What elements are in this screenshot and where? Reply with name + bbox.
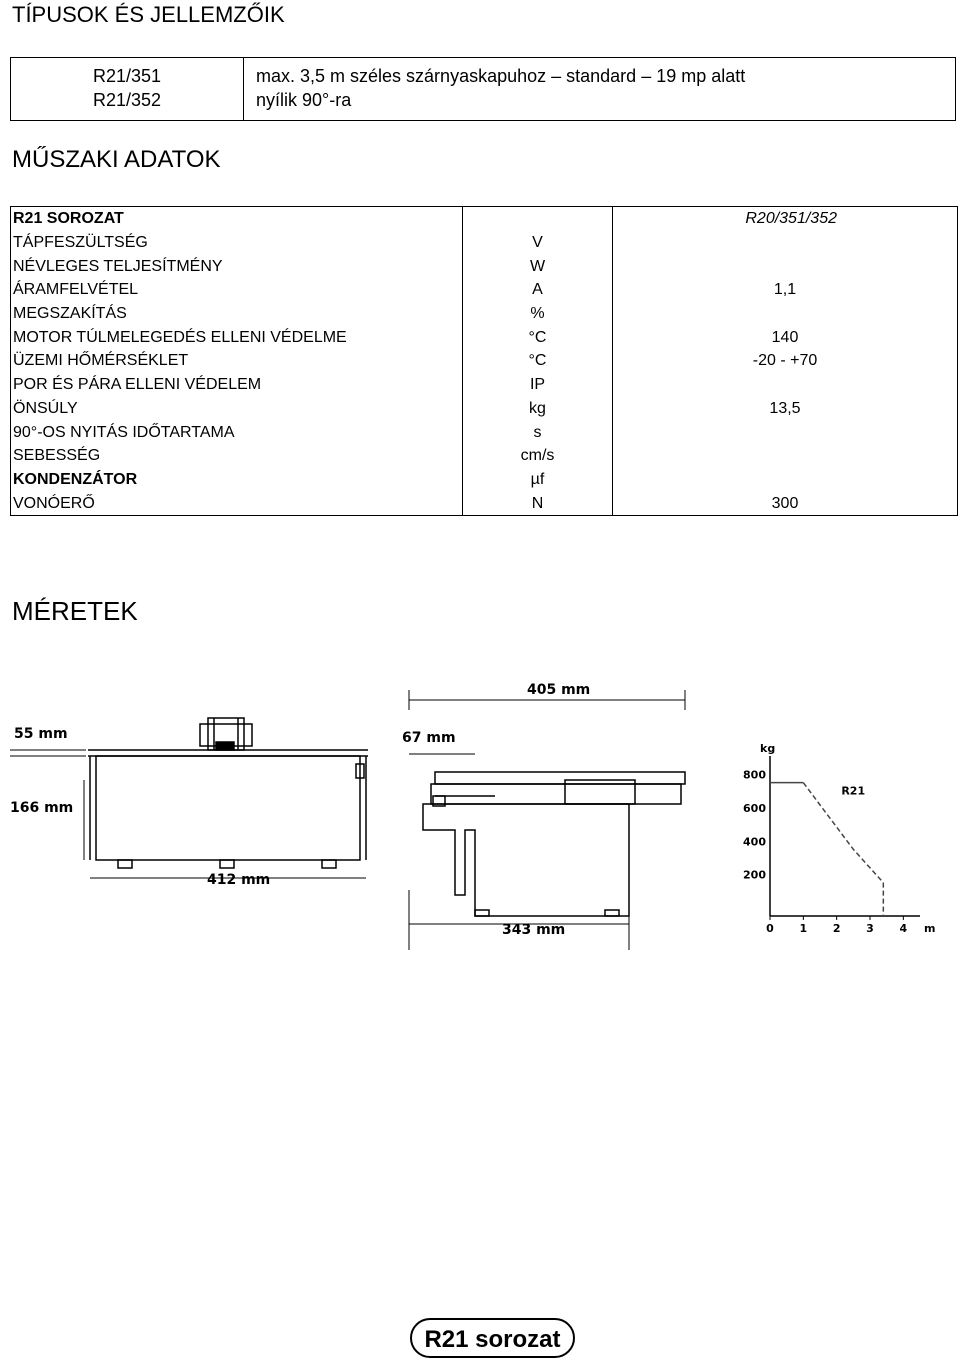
x-tick-label: 0 bbox=[766, 922, 774, 935]
spec-value bbox=[613, 373, 958, 397]
dimensions-title: MÉRETEK bbox=[12, 596, 138, 626]
page-title: TÍPUSOK ÉS JELLEMZŐIK bbox=[12, 2, 285, 27]
tech-data-title: MŰSZAKI ADATOK bbox=[12, 146, 221, 173]
x-tick-label: 4 bbox=[899, 922, 908, 935]
x-tick-label: 3 bbox=[866, 922, 874, 935]
spec-row bbox=[11, 420, 958, 444]
dim-166-label: 166 mm bbox=[10, 800, 74, 816]
spec-table bbox=[10, 206, 958, 516]
series-label-r21: R21 bbox=[841, 784, 866, 798]
spec-row bbox=[11, 491, 958, 515]
model-r21-351: R21/351 bbox=[92, 66, 162, 86]
spec-unit: W bbox=[463, 254, 613, 278]
spec-value bbox=[613, 254, 958, 278]
spec-value bbox=[613, 420, 958, 444]
weight-length-chart bbox=[740, 740, 940, 940]
spec-header-row bbox=[11, 207, 958, 231]
x-axis-label: m bbox=[924, 922, 936, 935]
spec-value bbox=[613, 444, 958, 468]
spec-value: 13,5 bbox=[613, 397, 958, 421]
spec-label: VONÓERŐ bbox=[11, 491, 463, 515]
spec-unit: V bbox=[463, 231, 613, 255]
spec-header-label: R21 SOROZAT bbox=[11, 207, 463, 231]
dim-405-label: 405 mm bbox=[527, 682, 591, 698]
y-tick-label: 800 bbox=[743, 768, 766, 782]
spec-row bbox=[11, 254, 958, 278]
dim-412-label: 412 mm bbox=[207, 872, 271, 888]
y-tick-label: 200 bbox=[743, 868, 766, 882]
spec-value: 1,1 bbox=[613, 278, 958, 302]
spec-row bbox=[11, 373, 958, 397]
spec-label: ÜZEMI HŐMÉRSÉKLET bbox=[11, 349, 463, 373]
spec-label: NÉVLEGES TELJESÍTMÉNY bbox=[11, 254, 463, 278]
x-tick-label: 1 bbox=[799, 922, 808, 935]
spec-value bbox=[613, 302, 958, 326]
model-list bbox=[11, 58, 244, 120]
spec-header-value: R20/351/352 bbox=[613, 207, 958, 231]
spec-label: SEBESSÉG bbox=[11, 444, 463, 468]
side-view-drawing bbox=[395, 680, 695, 950]
spec-header-unit bbox=[463, 207, 613, 231]
model-r21-352: R21/352 bbox=[92, 90, 162, 110]
spec-unit: µf bbox=[463, 468, 613, 492]
model-description bbox=[256, 64, 945, 112]
spec-label: ÁRAMFELVÉTEL bbox=[11, 278, 463, 302]
dim-67-label: 67 mm bbox=[402, 730, 456, 746]
spec-row bbox=[11, 468, 958, 492]
description-line-2: nyílik 90°-ra bbox=[256, 90, 352, 110]
spec-value: 140 bbox=[613, 325, 958, 349]
y-axis-label: kg bbox=[760, 742, 776, 755]
spec-label: ÖNSÚLY bbox=[11, 397, 463, 421]
spec-unit: A bbox=[463, 278, 613, 302]
spec-value bbox=[613, 468, 958, 492]
spec-unit: IP bbox=[463, 373, 613, 397]
spec-unit: °C bbox=[463, 325, 613, 349]
spec-unit: s bbox=[463, 420, 613, 444]
spec-row bbox=[11, 278, 958, 302]
spec-label: MEGSZAKÍTÁS bbox=[11, 302, 463, 326]
spec-label: POR ÉS PÁRA ELLENI VÉDELEM bbox=[11, 373, 463, 397]
x-tick-label: 2 bbox=[832, 922, 841, 935]
spec-label: MOTOR TÚLMELEGEDÉS ELLENI VÉDELME bbox=[11, 325, 463, 349]
spec-label: 90°-OS NYITÁS IDŐTARTAMA bbox=[11, 420, 463, 444]
spec-value: 300 bbox=[613, 491, 958, 515]
spec-unit: N bbox=[463, 491, 613, 515]
spec-unit: cm/s bbox=[463, 444, 613, 468]
types-box bbox=[10, 57, 956, 121]
spec-row bbox=[11, 231, 958, 255]
y-tick-label: 400 bbox=[743, 835, 766, 849]
y-tick-label: 600 bbox=[743, 802, 766, 815]
spec-row bbox=[11, 325, 958, 349]
spec-unit: °C bbox=[463, 349, 613, 373]
spec-label: KONDENZÁTOR bbox=[11, 468, 463, 492]
spec-value bbox=[613, 231, 958, 255]
spec-unit: % bbox=[463, 302, 613, 326]
dim-343-label: 343 mm bbox=[502, 922, 566, 938]
spec-label: TÁPFESZÜLTSÉG bbox=[11, 231, 463, 255]
spec-unit: kg bbox=[463, 397, 613, 421]
spec-row bbox=[11, 349, 958, 373]
spec-row bbox=[11, 444, 958, 468]
series-badge: R21 sorozat bbox=[410, 1318, 575, 1358]
spec-row bbox=[11, 397, 958, 421]
spec-row bbox=[11, 302, 958, 326]
description-line-1: max. 3,5 m széles szárnyaskapuhoz – standard – 19 mp alatt bbox=[256, 66, 746, 86]
spec-value: -20 - +70 bbox=[613, 349, 958, 373]
dim-55-label: 55 mm bbox=[14, 726, 68, 742]
